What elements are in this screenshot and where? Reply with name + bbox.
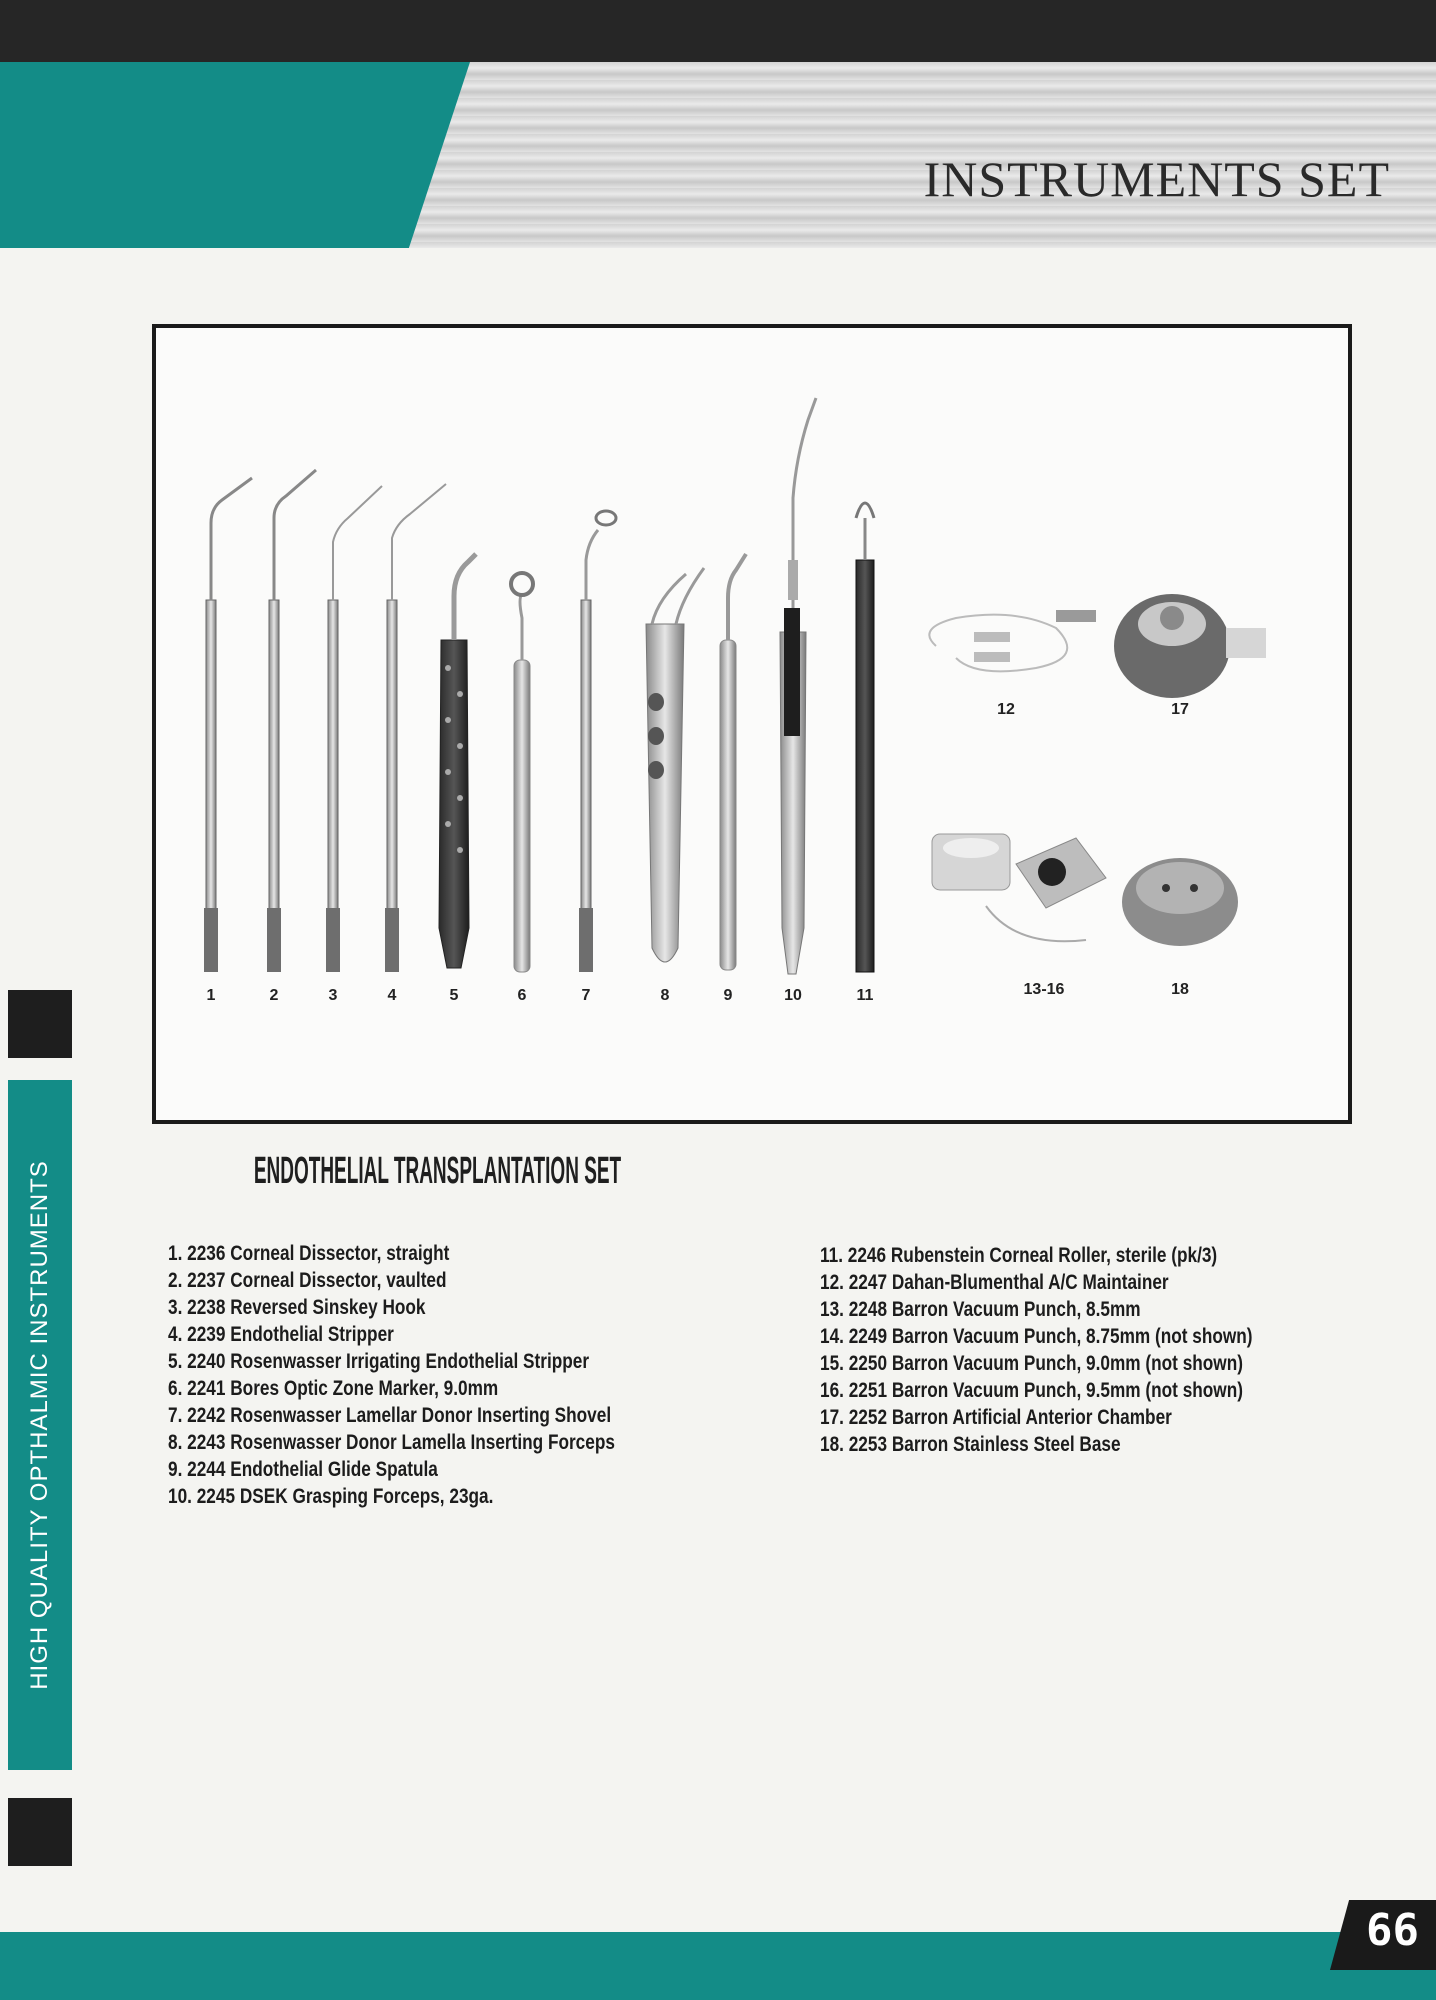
- item-list-left: [168, 1240, 713, 1510]
- list-item: 5. 2240 Rosenwasser Irrigating Endothelial Stripper: [168, 1350, 590, 1373]
- label-17: 17: [1171, 701, 1189, 718]
- list-item: 11. 2246 Rubenstein Corneal Roller, sterile (pk/3): [820, 1244, 1218, 1267]
- list-item: 4. 2239 Endothelial Stripper: [168, 1323, 394, 1346]
- list-item: 2. 2237 Corneal Dissector, vaulted: [168, 1269, 447, 1292]
- section-title: ENDOTHELIAL TRANSPLANTATION SET: [253, 1150, 622, 1192]
- instrument-9: [720, 554, 746, 970]
- list-item: 1. 2236 Corneal Dissector, straight: [168, 1242, 450, 1265]
- instrument-6: [511, 573, 533, 972]
- list-item: 18. 2253 Barron Stainless Steel Base: [820, 1433, 1121, 1456]
- label-9: 9: [723, 987, 733, 1004]
- label-6: 6: [517, 987, 527, 1004]
- label-13-16: 13-16: [1023, 981, 1065, 998]
- list-item: 14. 2249 Barron Vacuum Punch, 8.75mm (not shown): [820, 1325, 1253, 1348]
- sidebar-text: HIGH QUALITY OPTHALMIC INSTRUMENTS: [26, 1160, 53, 1690]
- label-4: 4: [387, 987, 397, 1004]
- label-18: 18: [1171, 981, 1189, 998]
- instrument-7: [579, 511, 616, 972]
- label-8: 8: [660, 987, 670, 1004]
- footer-strip: [0, 1932, 1436, 2000]
- page-number: 66: [1366, 1905, 1419, 1956]
- list-item: 8. 2243 Rosenwasser Donor Lamella Inserting Forceps: [168, 1431, 615, 1454]
- instrument-1: [204, 478, 252, 972]
- label-2: 2: [269, 987, 279, 1004]
- header-teal-panel: [0, 62, 470, 248]
- list-item: 7. 2242 Rosenwasser Lamellar Donor Inserting Shovel: [168, 1404, 612, 1427]
- item-13-16-vacuum-punch: [932, 834, 1106, 941]
- instruments-photo: [152, 324, 1352, 1124]
- instrument-11: [856, 503, 874, 972]
- list-item: 17. 2252 Barron Artificial Anterior Chamber: [820, 1406, 1172, 1429]
- instrument-10: [780, 398, 816, 974]
- instrument-3: [326, 486, 382, 972]
- instrument-2: [267, 470, 316, 972]
- label-1: 1: [206, 987, 216, 1004]
- sidebar-block-bottom: [8, 1798, 72, 1866]
- instrument-8: [646, 568, 704, 962]
- label-12: 12: [997, 701, 1015, 718]
- item-18-steel-base: [1122, 858, 1238, 946]
- list-item: 6. 2241 Bores Optic Zone Marker, 9.0mm: [168, 1377, 499, 1400]
- top-strip: [0, 0, 1436, 62]
- label-7: 7: [581, 987, 591, 1004]
- list-item: 16. 2251 Barron Vacuum Punch, 9.5mm (not shown): [820, 1379, 1243, 1402]
- label-11: 11: [856, 987, 874, 1004]
- header-title: INSTRUMENTS SET: [923, 151, 1390, 207]
- label-5: 5: [449, 987, 459, 1004]
- list-item: 3. 2238 Reversed Sinskey Hook: [168, 1296, 426, 1319]
- list-item: 15. 2250 Barron Vacuum Punch, 9.0mm (not shown): [820, 1352, 1243, 1375]
- instrument-5: [439, 554, 476, 968]
- list-item: 12. 2247 Dahan-Blumenthal A/C Maintainer: [820, 1271, 1169, 1294]
- label-3: 3: [328, 987, 338, 1004]
- item-list-right: [820, 1242, 1347, 1458]
- sidebar-block-top: [8, 990, 72, 1058]
- list-item: 10. 2245 DSEK Grasping Forceps, 23ga.: [168, 1485, 494, 1508]
- list-item: 9. 2244 Endothelial Glide Spatula: [168, 1458, 438, 1481]
- list-item: 13. 2248 Barron Vacuum Punch, 8.5mm: [820, 1298, 1141, 1321]
- item-17-anterior-chamber: [1114, 594, 1266, 698]
- label-10: 10: [784, 987, 802, 1004]
- item-12-ac-maintainer: [929, 610, 1096, 671]
- instrument-4: [385, 484, 446, 972]
